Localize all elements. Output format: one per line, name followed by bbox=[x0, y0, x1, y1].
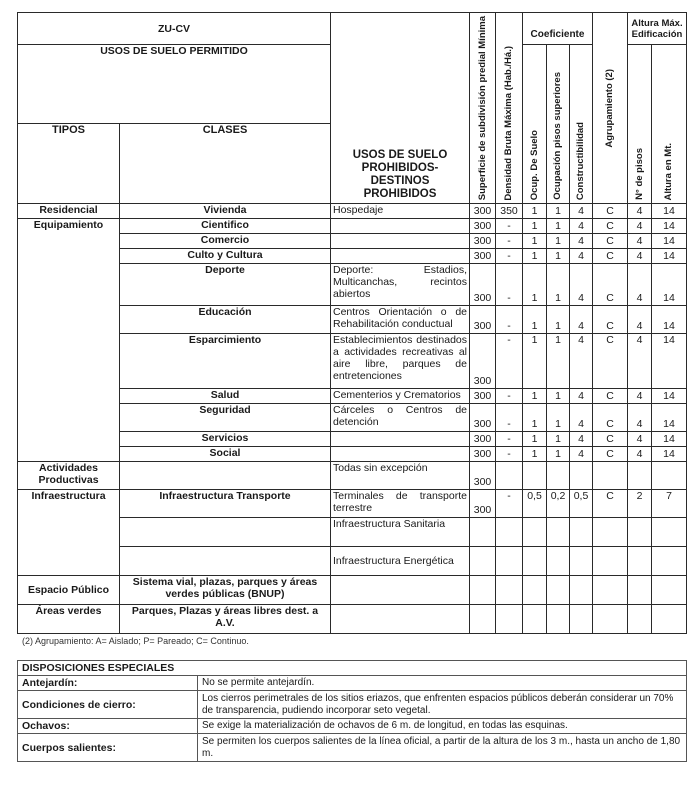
pisos-cell: 4 bbox=[628, 404, 652, 432]
header-coeficiente: Coeficiente bbox=[523, 13, 593, 45]
sup-cell: 300 bbox=[470, 234, 496, 249]
agrup-cell: C bbox=[593, 404, 628, 432]
ocup-cell bbox=[523, 518, 547, 547]
alt-cell: 14 bbox=[652, 447, 687, 462]
ocupsup-cell: 1 bbox=[547, 204, 570, 219]
sup-cell: 300 bbox=[470, 334, 496, 389]
header-clases: CLASES bbox=[120, 123, 331, 203]
pisos-cell: 2 bbox=[628, 490, 652, 518]
disposicion-row bbox=[18, 676, 687, 691]
prohibido-cell bbox=[331, 576, 470, 605]
ocup-cell: 1 bbox=[523, 204, 547, 219]
clase-cell: Parques, Plazas y áreas libres dest. a A.V. bbox=[120, 605, 331, 634]
agrup-cell: C bbox=[593, 204, 628, 219]
alt-cell: 14 bbox=[652, 334, 687, 389]
clase-cell: Social bbox=[120, 447, 331, 462]
sup-cell: 300 bbox=[470, 432, 496, 447]
ocupsup-cell bbox=[547, 605, 570, 634]
agrup-cell: C bbox=[593, 334, 628, 389]
sup-cell: 300 bbox=[470, 306, 496, 334]
prohibido-cell: Hospedaje bbox=[331, 204, 470, 219]
sup-cell: 300 bbox=[470, 389, 496, 404]
disposicion-label: Antejardín: bbox=[18, 676, 198, 691]
header-constructibilidad: Constructibilidad bbox=[570, 45, 593, 204]
disposicion-label: Cuerpos salientes: bbox=[18, 734, 198, 762]
clase-cell bbox=[120, 518, 331, 547]
alt-cell: 14 bbox=[652, 234, 687, 249]
header-usos-permitido: USOS DE SUELO PERMITIDO bbox=[18, 45, 331, 124]
alt-cell: 14 bbox=[652, 249, 687, 264]
sup-cell: 300 bbox=[470, 447, 496, 462]
disposicion-text: Se permiten los cuerpos salientes de la línea oficial, a partir de la altura de los 3 m., hasta un ancho de 1,80 m. bbox=[198, 734, 687, 762]
header-ocup-suelo: Ocup. De Suelo bbox=[523, 45, 547, 204]
sup-cell: 300 bbox=[470, 249, 496, 264]
clase-cell bbox=[120, 547, 331, 576]
sup-cell: 300 bbox=[470, 219, 496, 234]
ocup-cell bbox=[523, 605, 547, 634]
ocup-cell: 1 bbox=[523, 234, 547, 249]
clase-cell: Comercio bbox=[120, 234, 331, 249]
prohibido-cell: Cárceles o Centros de detención bbox=[331, 404, 470, 432]
pisos-cell: 4 bbox=[628, 306, 652, 334]
ocupsup-cell: 1 bbox=[547, 264, 570, 306]
agrup-cell: C bbox=[593, 490, 628, 518]
ocup-cell: 1 bbox=[523, 264, 547, 306]
clase-cell: Deporte bbox=[120, 264, 331, 306]
clase-cell: Cientifico bbox=[120, 219, 331, 234]
tipo-cell: Residencial bbox=[18, 204, 120, 219]
ocupsup-cell bbox=[547, 462, 570, 490]
prohibido-cell: Terminales de transporte terrestre bbox=[331, 490, 470, 518]
pisos-cell: 4 bbox=[628, 389, 652, 404]
agrup-cell: C bbox=[593, 264, 628, 306]
pisos-cell: 4 bbox=[628, 432, 652, 447]
zone-title: ZU-CV bbox=[18, 13, 331, 45]
disposicion-row bbox=[18, 719, 687, 734]
pisos-cell: 4 bbox=[628, 334, 652, 389]
disposicion-text: Se exige la materialización de ochavos de 6 m. de longitud, en todas las esquinas. bbox=[198, 719, 687, 734]
dens-cell bbox=[496, 576, 523, 605]
header-usos-prohibidos: USOS DE SUELO PROHIBIDOS- DESTINOS PROHIBIDOS bbox=[331, 13, 470, 204]
dens-cell bbox=[496, 462, 523, 490]
prohibido-cell bbox=[331, 249, 470, 264]
ocupsup-cell: 1 bbox=[547, 306, 570, 334]
const-cell: 4 bbox=[570, 204, 593, 219]
alt-cell bbox=[652, 518, 687, 547]
pisos-cell bbox=[628, 605, 652, 634]
agrup-cell bbox=[593, 518, 628, 547]
pisos-cell: 4 bbox=[628, 204, 652, 219]
ocup-cell: 1 bbox=[523, 334, 547, 389]
prohibido-cell bbox=[331, 234, 470, 249]
agrup-cell bbox=[593, 605, 628, 634]
ocupsup-cell: 1 bbox=[547, 219, 570, 234]
alt-cell bbox=[652, 576, 687, 605]
table-row bbox=[18, 576, 687, 605]
header-n-pisos: N° de pisos bbox=[628, 45, 652, 204]
dens-cell: - bbox=[496, 432, 523, 447]
ocupsup-cell: 1 bbox=[547, 447, 570, 462]
agrup-cell: C bbox=[593, 389, 628, 404]
table-row bbox=[18, 605, 687, 634]
sup-cell bbox=[470, 605, 496, 634]
dens-cell: - bbox=[496, 389, 523, 404]
table-row bbox=[18, 490, 687, 518]
clase-cell: Salud bbox=[120, 389, 331, 404]
disposicion-row bbox=[18, 734, 687, 762]
ocupsup-cell bbox=[547, 547, 570, 576]
clase-cell bbox=[120, 462, 331, 490]
ocupsup-cell: 1 bbox=[547, 389, 570, 404]
agrup-cell: C bbox=[593, 447, 628, 462]
clase-cell: Infraestructura Transporte bbox=[120, 490, 331, 518]
table-row bbox=[18, 462, 687, 490]
ocupsup-cell: 1 bbox=[547, 234, 570, 249]
const-cell: 4 bbox=[570, 234, 593, 249]
dens-cell: - bbox=[496, 447, 523, 462]
prohibido-cell: Establecimientos destinados a actividades recreativas al aire libre, parques de entretenciones bbox=[331, 334, 470, 389]
sup-cell bbox=[470, 547, 496, 576]
sup-cell: 300 bbox=[470, 264, 496, 306]
alt-cell: 14 bbox=[652, 306, 687, 334]
const-cell: 4 bbox=[570, 219, 593, 234]
agrup-cell: C bbox=[593, 234, 628, 249]
tipo-cell: Infraestructura bbox=[18, 490, 120, 576]
clase-cell: Educación bbox=[120, 306, 331, 334]
sup-cell: 300 bbox=[470, 404, 496, 432]
alt-cell: 14 bbox=[652, 204, 687, 219]
agrup-cell: C bbox=[593, 219, 628, 234]
table-row bbox=[18, 204, 687, 219]
disposicion-label: Ochavos: bbox=[18, 719, 198, 734]
prohibido-cell: Cementerios y Crematorios bbox=[331, 389, 470, 404]
const-cell: 4 bbox=[570, 404, 593, 432]
pisos-cell: 4 bbox=[628, 447, 652, 462]
footnote-agrupamiento: (2) Agrupamiento: A= Aislado; P= Pareado; C= Continuo. bbox=[22, 636, 249, 646]
clase-cell: Culto y Cultura bbox=[120, 249, 331, 264]
disposiciones-title: DISPOSICIONES ESPECIALES bbox=[18, 661, 687, 676]
alt-cell: 14 bbox=[652, 404, 687, 432]
table-row bbox=[18, 219, 687, 234]
prohibido-cell: Infraestructura Energética bbox=[331, 547, 470, 576]
ocup-cell: 1 bbox=[523, 432, 547, 447]
alt-cell: 14 bbox=[652, 389, 687, 404]
prohibido-cell: Deporte: Estadios, Multicanchas, recintos abiertos bbox=[331, 264, 470, 306]
const-cell bbox=[570, 518, 593, 547]
const-cell: 4 bbox=[570, 389, 593, 404]
ocup-cell bbox=[523, 462, 547, 490]
sup-cell bbox=[470, 518, 496, 547]
const-cell: 4 bbox=[570, 334, 593, 389]
const-cell: 4 bbox=[570, 447, 593, 462]
dens-cell: - bbox=[496, 404, 523, 432]
ocup-cell bbox=[523, 547, 547, 576]
disposicion-label: Condiciones de cierro: bbox=[18, 691, 198, 719]
pisos-cell bbox=[628, 518, 652, 547]
agrup-cell: C bbox=[593, 432, 628, 447]
pisos-cell bbox=[628, 547, 652, 576]
agrup-cell bbox=[593, 547, 628, 576]
prohibido-cell bbox=[331, 605, 470, 634]
tipo-cell: Áreas verdes bbox=[18, 605, 120, 634]
dens-cell bbox=[496, 605, 523, 634]
ocupsup-cell: 1 bbox=[547, 334, 570, 389]
alt-cell bbox=[652, 605, 687, 634]
prohibido-cell bbox=[331, 447, 470, 462]
alt-cell: 14 bbox=[652, 264, 687, 306]
ocup-cell: 1 bbox=[523, 404, 547, 432]
clase-cell: Sistema vial, plazas, parques y áreas verdes públicas (BNUP) bbox=[120, 576, 331, 605]
const-cell: 0,5 bbox=[570, 490, 593, 518]
dens-cell bbox=[496, 518, 523, 547]
header-altura-mt: Altura en Mt. bbox=[652, 45, 687, 204]
prohibido-cell: Centros Orientación o de Rehabilitación conductual bbox=[331, 306, 470, 334]
tipo-cell: Equipamiento bbox=[18, 219, 120, 462]
disposiciones-especiales-table bbox=[17, 660, 687, 762]
disposicion-text: Los cierros perimetrales de los sitios eriazos, que enfrenten espacios públicos deberán considerar un 70% de transparencia, pudiendo incorporar seto vegetal. bbox=[198, 691, 687, 719]
dens-cell: - bbox=[496, 490, 523, 518]
header-tipos: TIPOS bbox=[18, 123, 120, 203]
dens-cell: 350 bbox=[496, 204, 523, 219]
ocupsup-cell: 1 bbox=[547, 432, 570, 447]
clase-cell: Servicios bbox=[120, 432, 331, 447]
zoning-table bbox=[17, 12, 687, 634]
const-cell: 4 bbox=[570, 432, 593, 447]
ocupsup-cell bbox=[547, 576, 570, 605]
clase-cell: Vivienda bbox=[120, 204, 331, 219]
ocup-cell bbox=[523, 576, 547, 605]
clase-cell: Seguridad bbox=[120, 404, 331, 432]
pisos-cell: 4 bbox=[628, 234, 652, 249]
tipo-cell: Actividades Productivas bbox=[18, 462, 120, 490]
alt-cell bbox=[652, 462, 687, 490]
dens-cell: - bbox=[496, 264, 523, 306]
sup-cell: 300 bbox=[470, 490, 496, 518]
ocup-cell: 1 bbox=[523, 249, 547, 264]
const-cell bbox=[570, 462, 593, 490]
header-agrupamiento: Agrupamiento (2) bbox=[593, 13, 628, 204]
ocup-cell: 0,5 bbox=[523, 490, 547, 518]
alt-cell: 7 bbox=[652, 490, 687, 518]
prohibido-cell bbox=[331, 219, 470, 234]
pisos-cell: 4 bbox=[628, 264, 652, 306]
ocupsup-cell: 0,2 bbox=[547, 490, 570, 518]
clase-cell: Esparcimiento bbox=[120, 334, 331, 389]
ocupsup-cell: 1 bbox=[547, 404, 570, 432]
prohibido-cell: Infraestructura Sanitaria bbox=[331, 518, 470, 547]
ocup-cell: 1 bbox=[523, 306, 547, 334]
pisos-cell: 4 bbox=[628, 219, 652, 234]
alt-cell bbox=[652, 547, 687, 576]
agrup-cell bbox=[593, 462, 628, 490]
header-ocup-pisos: Ocupación pisos superiores bbox=[547, 45, 570, 204]
sup-cell: 300 bbox=[470, 462, 496, 490]
disposicion-text: No se permite antejardín. bbox=[198, 676, 687, 691]
ocupsup-cell: 1 bbox=[547, 249, 570, 264]
header-densidad: Densidad Bruta Máxima (Hab./Há.) bbox=[496, 13, 523, 204]
dens-cell bbox=[496, 547, 523, 576]
dens-cell: - bbox=[496, 219, 523, 234]
dens-cell: - bbox=[496, 234, 523, 249]
const-cell bbox=[570, 605, 593, 634]
prohibido-cell bbox=[331, 432, 470, 447]
alt-cell: 14 bbox=[652, 219, 687, 234]
const-cell: 4 bbox=[570, 249, 593, 264]
prohibido-cell: Todas sin excepción bbox=[331, 462, 470, 490]
ocup-cell: 1 bbox=[523, 447, 547, 462]
dens-cell: - bbox=[496, 249, 523, 264]
agrup-cell: C bbox=[593, 306, 628, 334]
header-altura: Altura Máx. Edificación bbox=[628, 13, 687, 45]
const-cell: 4 bbox=[570, 306, 593, 334]
ocupsup-cell bbox=[547, 518, 570, 547]
dens-cell: - bbox=[496, 334, 523, 389]
pisos-cell bbox=[628, 576, 652, 605]
sup-cell: 300 bbox=[470, 204, 496, 219]
ocup-cell: 1 bbox=[523, 219, 547, 234]
const-cell bbox=[570, 547, 593, 576]
const-cell: 4 bbox=[570, 264, 593, 306]
alt-cell: 14 bbox=[652, 432, 687, 447]
sup-cell bbox=[470, 576, 496, 605]
const-cell bbox=[570, 576, 593, 605]
pisos-cell: 4 bbox=[628, 249, 652, 264]
agrup-cell bbox=[593, 576, 628, 605]
pisos-cell bbox=[628, 462, 652, 490]
agrup-cell: C bbox=[593, 249, 628, 264]
tipo-cell: Espacio Público bbox=[18, 576, 120, 605]
disposicion-row bbox=[18, 691, 687, 719]
header-superficie: Superficie de subdivisión predial Mínima bbox=[470, 13, 496, 204]
dens-cell: - bbox=[496, 306, 523, 334]
ocup-cell: 1 bbox=[523, 389, 547, 404]
